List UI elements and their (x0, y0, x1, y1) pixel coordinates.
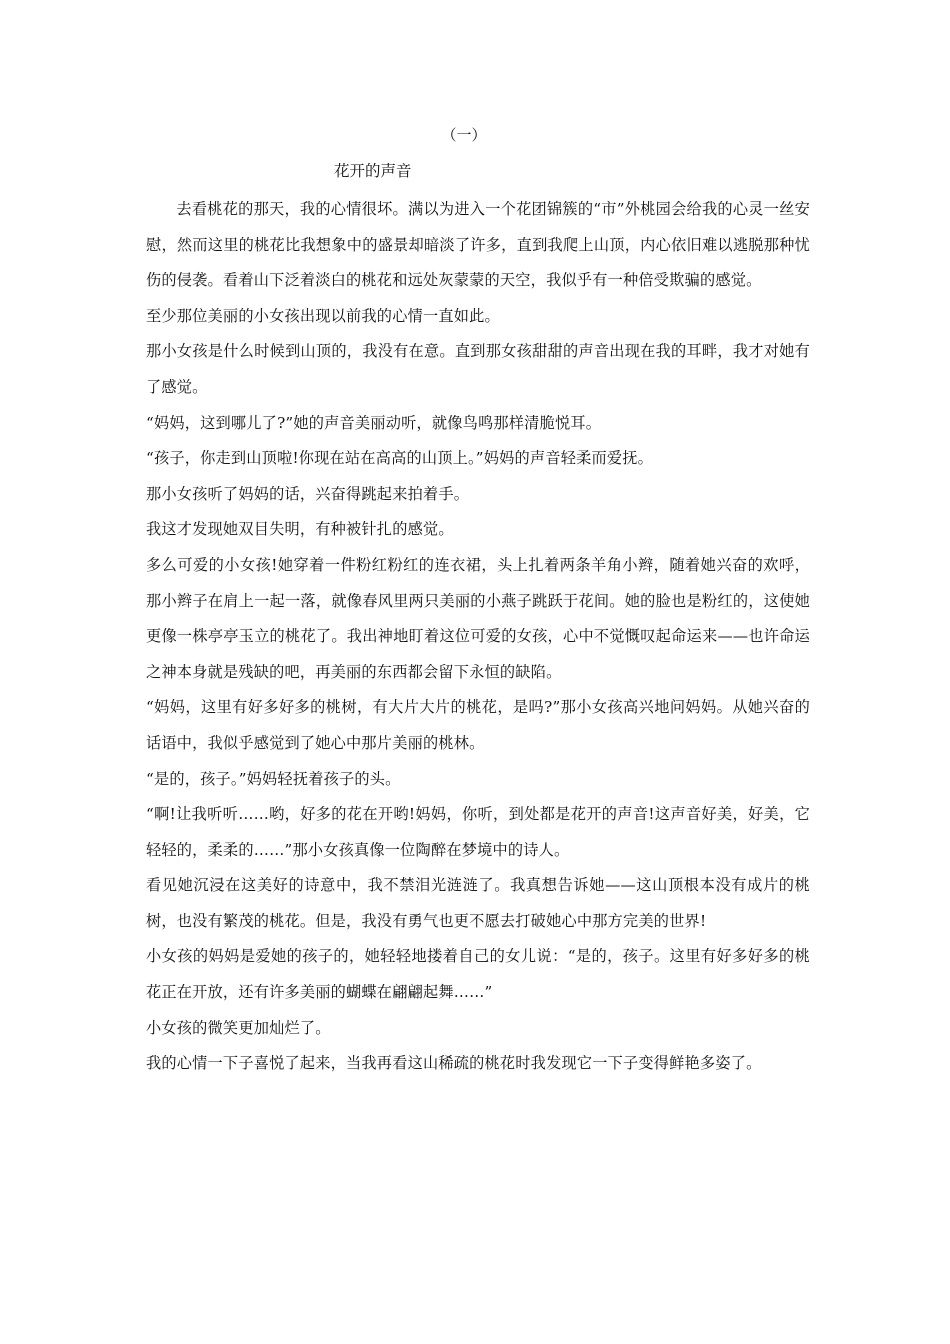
paragraph: 小女孩的微笑更加灿烂了。 (146, 1018, 331, 1037)
paragraph: “妈妈，这到哪儿了?”她的声音美丽动听，就像鸟鸣那样清脆悦耳。 (146, 413, 602, 432)
document-page (146, 118, 810, 1082)
paragraph: 我的心情一下子喜悦了起来，当我再看这山稀疏的桃花时我发现它一下子变得鲜艳多姿了。 (146, 1054, 762, 1073)
paragraph: 多么可爱的小女孩!她穿着一件粉红粉红的连衣裙，头上扎着两条羊角小辫，随着她兴奋的欢呼，那小辫子在肩上一起一落，就像春风里两只美丽的小燕子跳跃于花间。她的脸也是粉红的，这使她更像一株亭亭玉立的桃花了。我出神地盯着这位可爱的女孩，心中不觉慨叹起命运来——也许命运之神本身就是残缺的吧，再美丽的东西都会留下永恒的缺陷。 (146, 555, 810, 681)
paragraph: 那小女孩听了妈妈的话，兴奋得跳起来拍着手。 (146, 484, 470, 503)
paragraph: 我这才发现她双目失明，有种被针扎的感觉。 (146, 520, 454, 539)
paragraph: 看见她沉浸在这美好的诗意中，我不禁泪光涟涟了。我真想告诉她——这山顶根本没有成片的桃树，也没有繁茂的桃花。但是，我没有勇气也更不愿去打破她心中那方完美的世界! (146, 876, 810, 930)
paragraph: “孩子，你走到山顶啦!你现在站在高高的山顶上。”妈妈的声音轻柔而爱抚。 (146, 449, 654, 468)
paragraph: 去看桃花的那天，我的心情很坏。满以为进入一个花团锦簇的“市”外桃园会给我的心灵一丝安慰，然而这里的桃花比我想象中的盛景却暗淡了许多，直到我爬上山顶，内心依旧难以逃脱那种忧伤的侵袭。看着山下泛着淡白的桃花和远处灰蒙蒙的天空，我似乎有一种倍受欺骗的感觉。 (146, 200, 810, 290)
paragraph: 小女孩的妈妈是爱她的孩子的，她轻轻地搂着自己的女儿说：“是的，孩子。这里有好多好多的桃花正在开放，还有许多美丽的蝴蝶在翩翩起舞……” (146, 947, 810, 1002)
paragraph: 那小女孩是什么时候到山顶的，我没有在意。直到那女孩甜甜的声音出现在我的耳畔，我才对她有了感觉。 (146, 342, 810, 396)
paragraph: 至少那位美丽的小女孩出现以前我的心情一直如此。 (146, 306, 500, 325)
paragraph: “妈妈，这里有好多好多的桃树，有大片大片的桃花，是吗?”那小女孩高兴地问妈妈。从她兴奋的话语中，我似乎感觉到了她心中那片美丽的桃林。 (146, 698, 810, 752)
section-number: （一） (441, 126, 487, 144)
article-body (146, 192, 810, 1082)
article-title: 花开的声音 (334, 162, 412, 180)
paragraph: “是的，孩子。”妈妈轻抚着孩子的头。 (146, 769, 401, 788)
paragraph: “啊!让我听听……哟，好多的花在开哟!妈妈，你听，到处都是花开的声音!这声音好美，好美，它轻轻的，柔柔的……”那小女孩真像一位陶醉在梦境中的诗人。 (146, 805, 810, 859)
